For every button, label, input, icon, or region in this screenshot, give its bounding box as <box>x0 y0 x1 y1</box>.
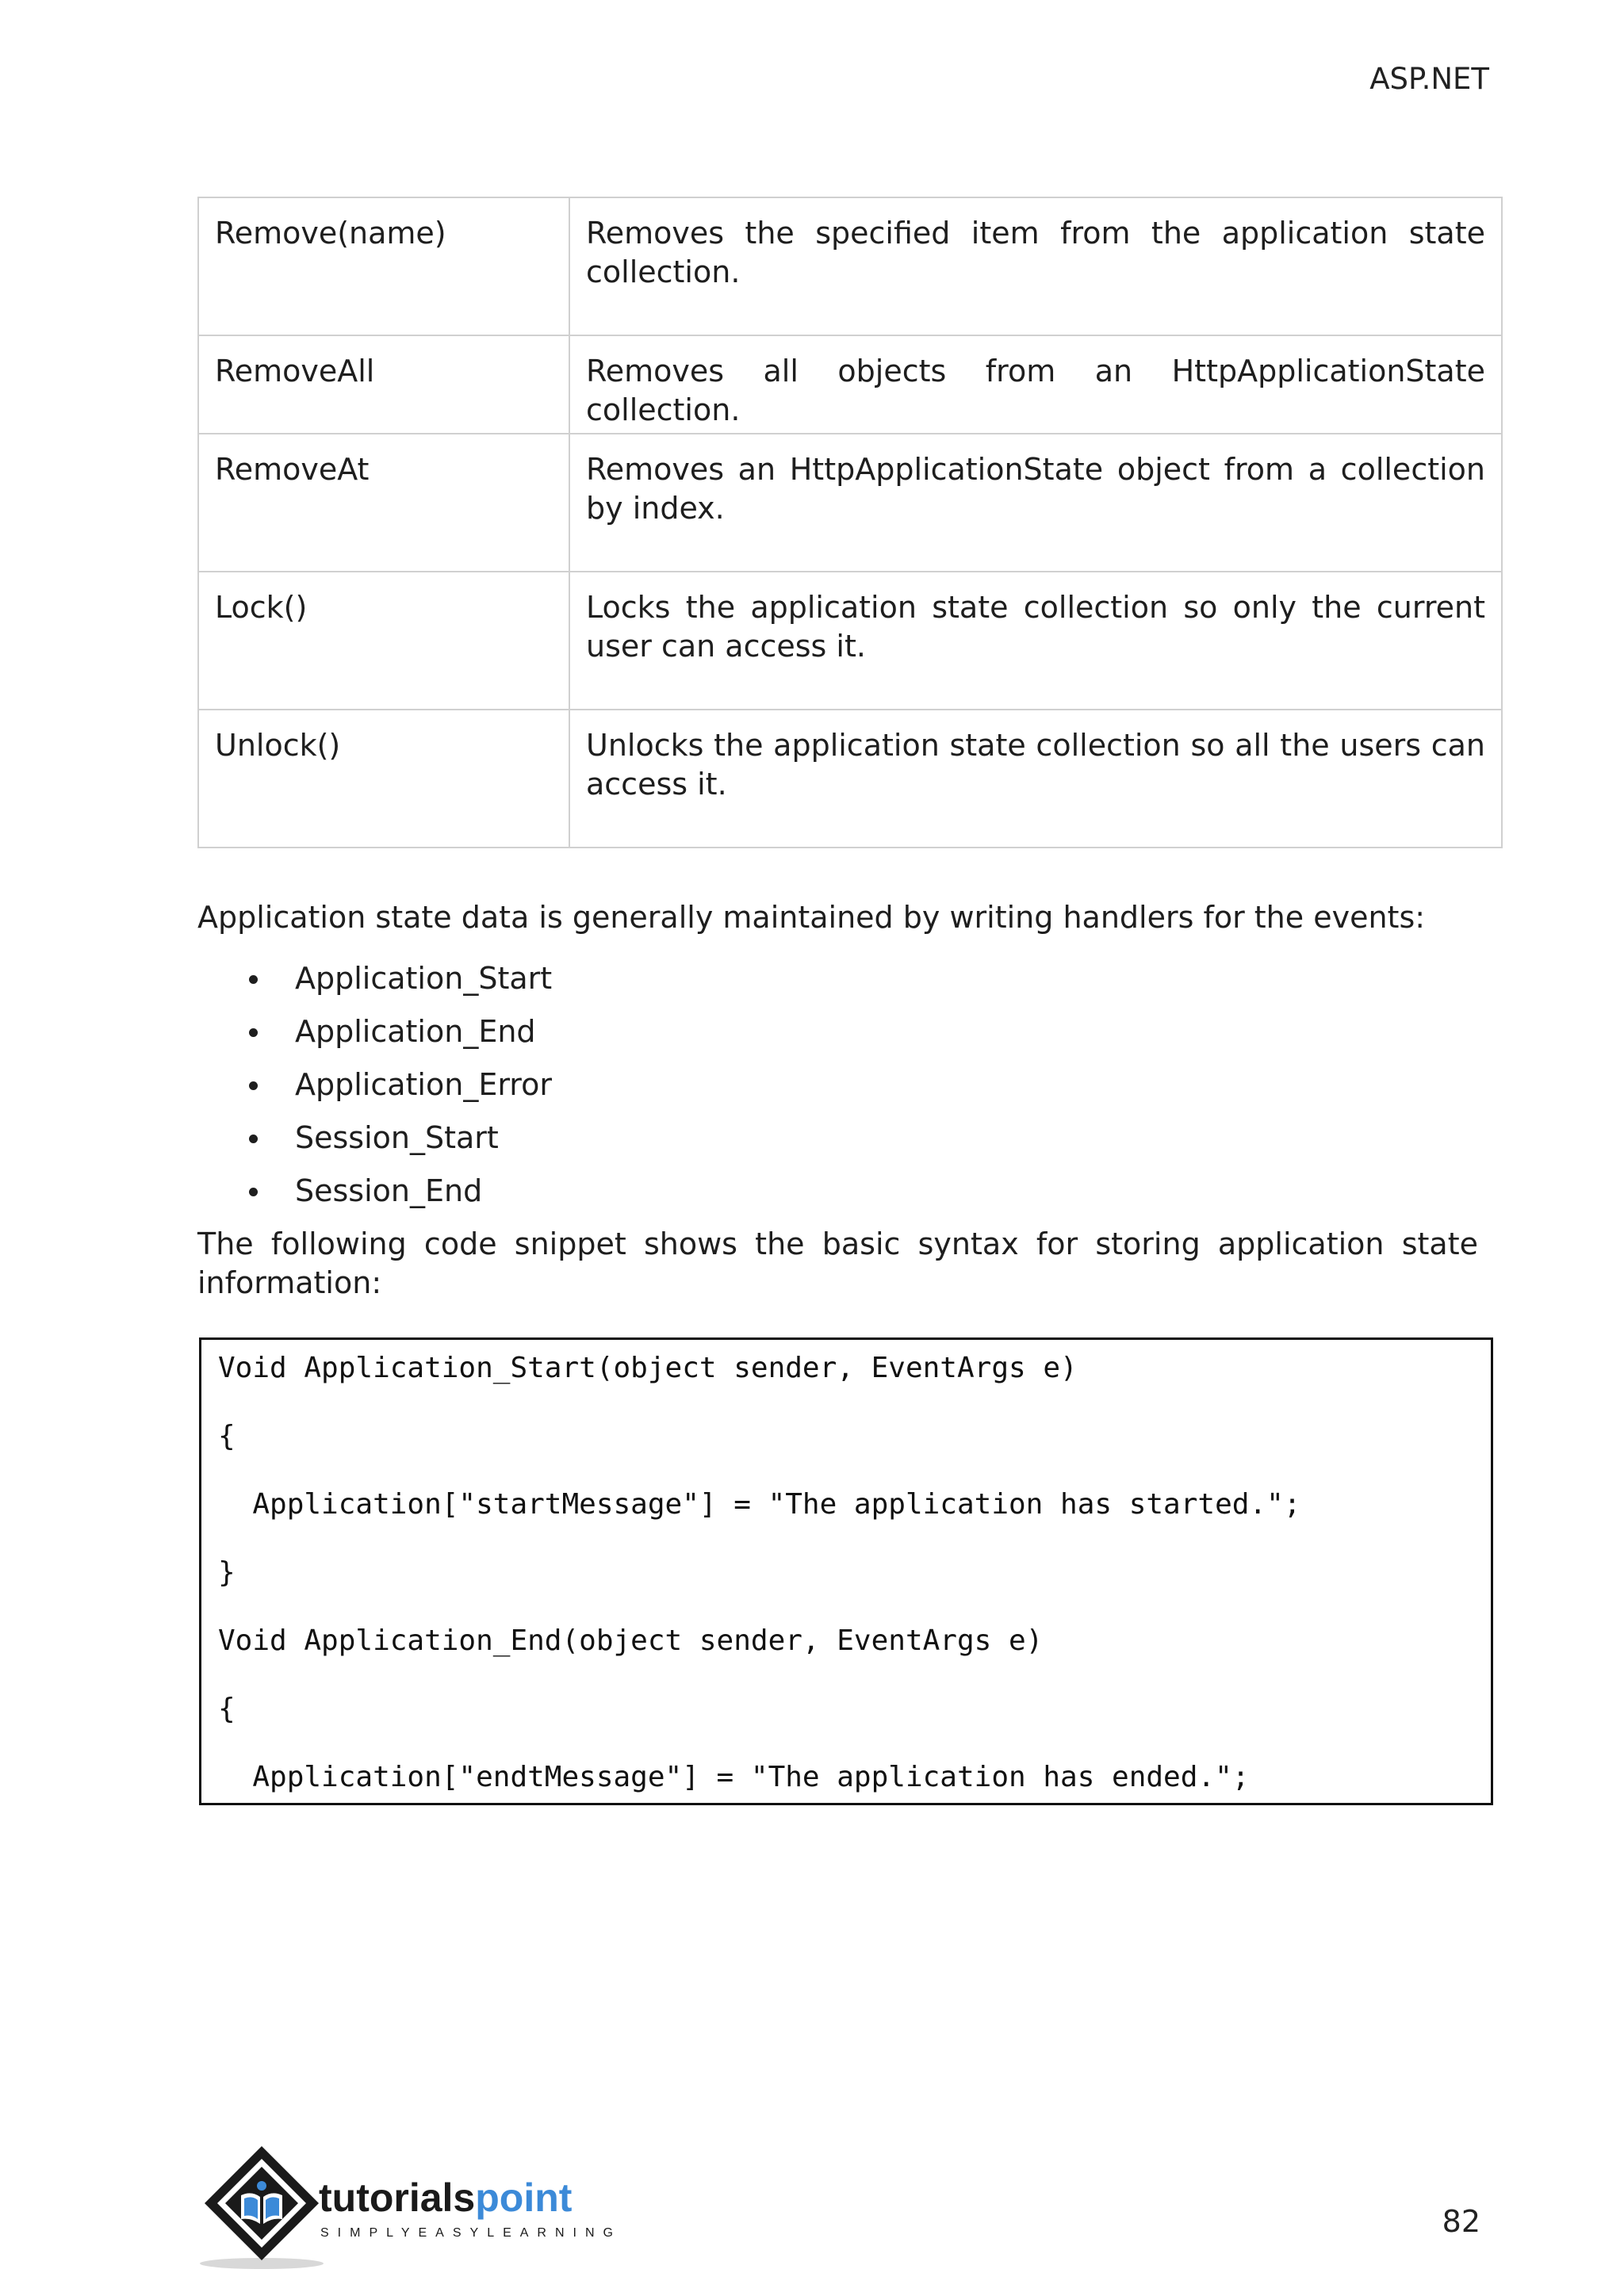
bullet-icon <box>249 1081 258 1090</box>
page-number: 82 <box>1442 2204 1480 2239</box>
code-line: } <box>218 1556 236 1589</box>
bullet-icon <box>249 1028 258 1037</box>
event-name: Application_Start <box>295 961 553 996</box>
table-row <box>198 335 1502 434</box>
logo-tagline: SIMPLYEASYLEARNING <box>320 2226 612 2240</box>
list-item <box>238 1119 552 1172</box>
code-line: { <box>218 1693 236 1725</box>
list-item <box>238 959 552 1012</box>
event-name: Session_End <box>295 1173 483 1208</box>
method-description: Unlocks the application state collection so all the users can access it. <box>569 710 1502 848</box>
method-name: Lock() <box>198 572 569 710</box>
snippet-intro-paragraph: The following code snippet shows the basic syntax for storing application state information: <box>197 1226 1478 1300</box>
method-description: Removes an HttpApplicationState object from a collection by index. <box>569 434 1502 572</box>
code-line: { <box>218 1420 236 1452</box>
table-row <box>198 710 1502 848</box>
method-description: Removes all objects from an HttpApplicationState collection. <box>569 335 1502 434</box>
code-line: Void Application_End(object sender, EventArgs e) <box>218 1624 1044 1657</box>
tutorialspoint-logo <box>200 2143 612 2270</box>
method-name: Unlock() <box>198 710 569 848</box>
bullet-icon <box>249 1188 258 1196</box>
method-name: RemoveAll <box>198 335 569 434</box>
method-name: Remove(name) <box>198 197 569 335</box>
code-line: Application["endtMessage"] = "The application has ended."; <box>218 1761 1250 1793</box>
methods-table <box>197 197 1503 848</box>
logo-icon <box>200 2143 612 2270</box>
list-item <box>238 1172 552 1225</box>
running-header: ASP.NET <box>1369 62 1489 96</box>
table-row <box>198 197 1502 335</box>
table-row <box>198 434 1502 572</box>
method-description: Removes the specified item from the application state collection. <box>569 197 1502 335</box>
method-description: Locks the application state collection so only the current user can access it. <box>569 572 1502 710</box>
logo-wordmark: tutorialspoint <box>319 2175 573 2220</box>
bullet-icon <box>249 1135 258 1143</box>
bullet-icon <box>249 975 258 984</box>
table-row <box>198 572 1502 710</box>
code-line: Application["startMessage"] = "The application has started."; <box>218 1488 1301 1521</box>
event-name: Application_Error <box>295 1067 552 1102</box>
list-item <box>238 1066 552 1119</box>
events-list <box>238 959 552 1225</box>
method-name: RemoveAt <box>198 434 569 572</box>
event-name: Session_Start <box>295 1120 499 1155</box>
event-name: Application_End <box>295 1014 536 1049</box>
code-snippet <box>199 1337 1493 1805</box>
code-line: Void Application_Start(object sender, EventArgs e) <box>218 1352 1078 1384</box>
list-item <box>238 1012 552 1066</box>
events-intro-paragraph: Application state data is generally maintained by writing handlers for the events: <box>197 900 1426 935</box>
